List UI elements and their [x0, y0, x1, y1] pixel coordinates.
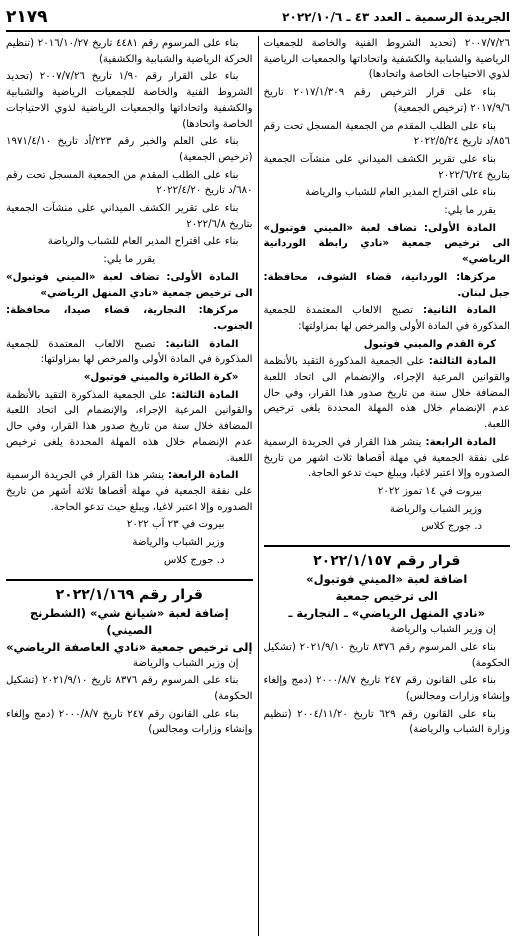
- paragraph: بناء على اقتراح المدير العام للشباب والرياضة: [47, 236, 239, 248]
- decision-title-line: إضافة لعبة «شيانغ شي» (الشطرنج الصيني): [29, 605, 229, 637]
- article-lead: المادة الثالثة:: [171, 389, 239, 401]
- decision-title-line: اضافة لعبة «الميني فوتبول»: [306, 572, 468, 587]
- article-lead: المادة الثانية:: [165, 338, 239, 350]
- page-header: [6, 4, 510, 32]
- signature-title: وزير الشباب والرياضة: [132, 537, 225, 549]
- article-text: تضاف لعبة «الميني فوتبول» الى ترخيص جمعية «نادي رابطة الوردانية الرياضي»: [263, 222, 510, 266]
- signature-place: بيروت في ١٤ تموز ٢٠٢٢: [377, 485, 482, 497]
- article-lead: المادة الأولى:: [423, 222, 496, 234]
- paragraph: بناء على اقتراح المدير العام للشباب والرياضة: [305, 187, 496, 199]
- signature-name: د. جورج كلاس: [421, 521, 482, 533]
- article-text: ينشر هذا القرار في الجريدة الرسمية على نفقة الجمعية في مهلة أقصاها ثلاث اشهر من تاريخ الصدوره وإلا اعتبر لاغيا، ويبلغ حيث تدعو الحاجة.: [263, 436, 510, 480]
- paragraph: بناء على القانون رقم ٢٤٧ تاريخ ٢٠٠٠/٨/٧ (دمج وإلغاء وإنشاء وزارات ومجالس): [263, 675, 510, 702]
- article-lead: المادة الأولى:: [166, 271, 239, 283]
- decision-title-line: الى ترخيص جمعية: [335, 589, 438, 604]
- gazette-title: الجريدة الرسمية ـ العدد ٤٣ ـ ٢٠٢٢/١٠/٦: [282, 10, 510, 24]
- article-1-center: [6, 303, 253, 334]
- paragraph: بناء على تقرير الكشف الميداني على منشآت الجمعية بتاريخ ٢٠٢٢/٦/٢٤: [263, 153, 510, 181]
- left-column: [6, 36, 253, 936]
- article-lead: مركزها:: [456, 271, 496, 283]
- article-text: تصبح الالعاب المعتمدة للجمعية المذكورة في المادة الأولى والمرخص لها بمزاولتها:: [6, 338, 253, 366]
- paragraph: بناء على المرسوم رقم ٤٤٨١ تاريخ ٢٠١٦/١٠/٢٧ (تنظيم الحركة الرياضية والشبابية والكشفية): [6, 38, 253, 65]
- article-1: [6, 270, 253, 301]
- paragraph: بناء على العلم والخبر رقم ٢٢٣/أد تاريخ ١٩٧١/٤/١٠ (ترخيص الجمعية): [6, 136, 253, 163]
- article-lead: المادة الثالثة:: [428, 356, 496, 368]
- signature-title: وزير الشباب والرياضة: [389, 503, 482, 515]
- paragraph: يقرر ما يلي:: [444, 205, 496, 217]
- decision-header: [264, 545, 511, 622]
- paragraph: يقرر ما يلي:: [103, 254, 156, 266]
- signature-place: بيروت في ٢٣ آب ٢٠٢٢: [126, 519, 225, 531]
- decision-number: قرار رقم ٢٠٢٢/١/١٦٩: [55, 586, 203, 603]
- article-3: [264, 354, 511, 433]
- decision-title-line: إلى ترخيص جمعية «نادي العاصفة الرياضي»: [6, 639, 253, 654]
- decision-title-line: «نادي المنهل الرياضي» ـ النجارية ـ: [288, 606, 486, 621]
- article-text: تصبح الالعاب المعتمدة للجمعية المذكورة في المادة الأولى والمرخص لها بمزاولتها:: [263, 305, 510, 332]
- article-2: [264, 303, 511, 334]
- decision-header: [6, 579, 253, 656]
- article-lead: المادة الثانية:: [422, 305, 496, 317]
- signature-name: د. جورج كلاس: [163, 554, 225, 566]
- article-4: [6, 468, 253, 515]
- paragraph: ٢٠٠٧/٧/٢٦ (تحديد الشروط الفنية والخاصة للجمعيات الرياضية والشبابية والكشفية واتحاداتها والجمعيات الرياضية لذوي الاحتياجات الخاصة واتحادها): [263, 38, 510, 81]
- article-text: النجارية، قضاء صيدا، محافظة: الجنوب.: [6, 305, 253, 332]
- decision-number: قرار رقم ٢٠٢٢/١/١٥٧: [313, 553, 461, 570]
- article-lead: مركزها:: [198, 305, 239, 317]
- article-text: الوردانية، قضاء الشوف، محافظة: جبل لبنان.: [263, 271, 510, 299]
- paragraph: بناء على المرسوم رقم ٨٣٧٦ تاريخ ٢٠٢١/٩/١٠ (تشكيل الحكومة): [263, 641, 510, 669]
- article-lead: المادة الرابعة:: [168, 470, 239, 482]
- paragraph: بناء على الطلب المقدم من الجمعية المسجل تحت رقم ٦٨٠/د تاريخ ٢٠٢٢/٤/٢٠: [6, 169, 253, 197]
- article-text: تضاف لعبة «الميني فوتبول» الى ترخيص جمعية «نادي المنهل الرياضي»: [6, 271, 253, 299]
- right-column: [264, 36, 511, 936]
- article-text: على الجمعية المذكورة التقيد بالأنظمة والقوانين المرعية الإجراء، والإنضمام الى اتحاد اللعبة المضافة خلال سنة من تاريخ صدور هذا القرار، وفي حال عدم الإنضمام خلال هذه المهلة المحددة يلغى ترخيص اللعبة.: [263, 356, 510, 431]
- games-list: كرة القدم والميني فوتبول: [363, 338, 496, 350]
- article-3: [6, 388, 253, 467]
- paragraph: بناء على الطلب المقدم من الجمعية المسجل تحت رقم ٨٥٦/د تاريخ ٢٠٢٢/٥/٢٤: [263, 120, 510, 148]
- paragraph: بناء على تقرير الكشف الميداني على منشآت الجمعية بتاريخ ٢٠٢٢/٦/٨: [6, 203, 253, 230]
- paragraph: بناء على القانون رقم ٢٤٧ تاريخ ٢٠٠٠/٨/٧ (دمج وإلغاء وإنشاء وزارات ومجالس): [6, 708, 253, 736]
- article-1-center: [264, 270, 511, 301]
- paragraph: بناء على المرسوم رقم ٨٣٧٦ تاريخ ٢٠٢١/٩/١٠ (تشكيل الحكومة): [6, 675, 253, 702]
- paragraph: بناء على قرار الترخيص رقم ٢٠١٧/١/٣٠٩ تاريخ ٢٠١٧/٩/٦ (ترخيص الجمعية): [263, 87, 510, 114]
- paragraph: إن وزير الشباب والرياضة: [390, 624, 496, 636]
- article-lead: المادة الرابعة:: [425, 436, 496, 448]
- article-2: [6, 337, 253, 368]
- column-divider: [258, 36, 259, 936]
- columns: [6, 32, 510, 936]
- page-number: ٢١٧٩: [6, 7, 48, 27]
- paragraph: إن وزير الشباب والرياضة: [132, 657, 239, 669]
- article-4: [264, 435, 511, 482]
- paragraph: بناء على القانون رقم ٦٢٩ تاريخ ٢٠٠٤/١١/٢٠ (تنظيم وزارة الشباب والرياضة): [263, 708, 510, 736]
- article-text: على الجمعية المذكورة التقيد بالأنظمة والقوانين المرعية الإجراء، والإنضمام الى اتحاد اللعبة المضافة خلال سنة من تاريخ صدور هذا القرار، وفي حال عدم الإنضمام خلال هذه المهلة المحددة يلغى ترخيص اللعبة.: [6, 389, 253, 464]
- article-text: ينشر هذا القرار في الجريدة الرسمية على نفقة الجمعية في مهلة أقصاها ثلاثة أشهر من تاريخ الصدوره وإلا اعتبر لاغيا، ويبلغ حيث تدعو الحاجة.: [6, 470, 253, 513]
- article-1: [264, 221, 511, 268]
- games-list: «كرة الطائرة والميني فوتبول»: [83, 372, 239, 384]
- paragraph: بناء على القرار رقم ١/٩٠ تاريخ ٢٠٠٧/٧/٢٦ (تحديد الشروط الفنية والخاصة للجمعيات الرياضية والشبابية والكشفية واتحاداتها والجمعيات الرياضية لذوي الاحتياجات الخاصة واتحادها): [6, 71, 253, 130]
